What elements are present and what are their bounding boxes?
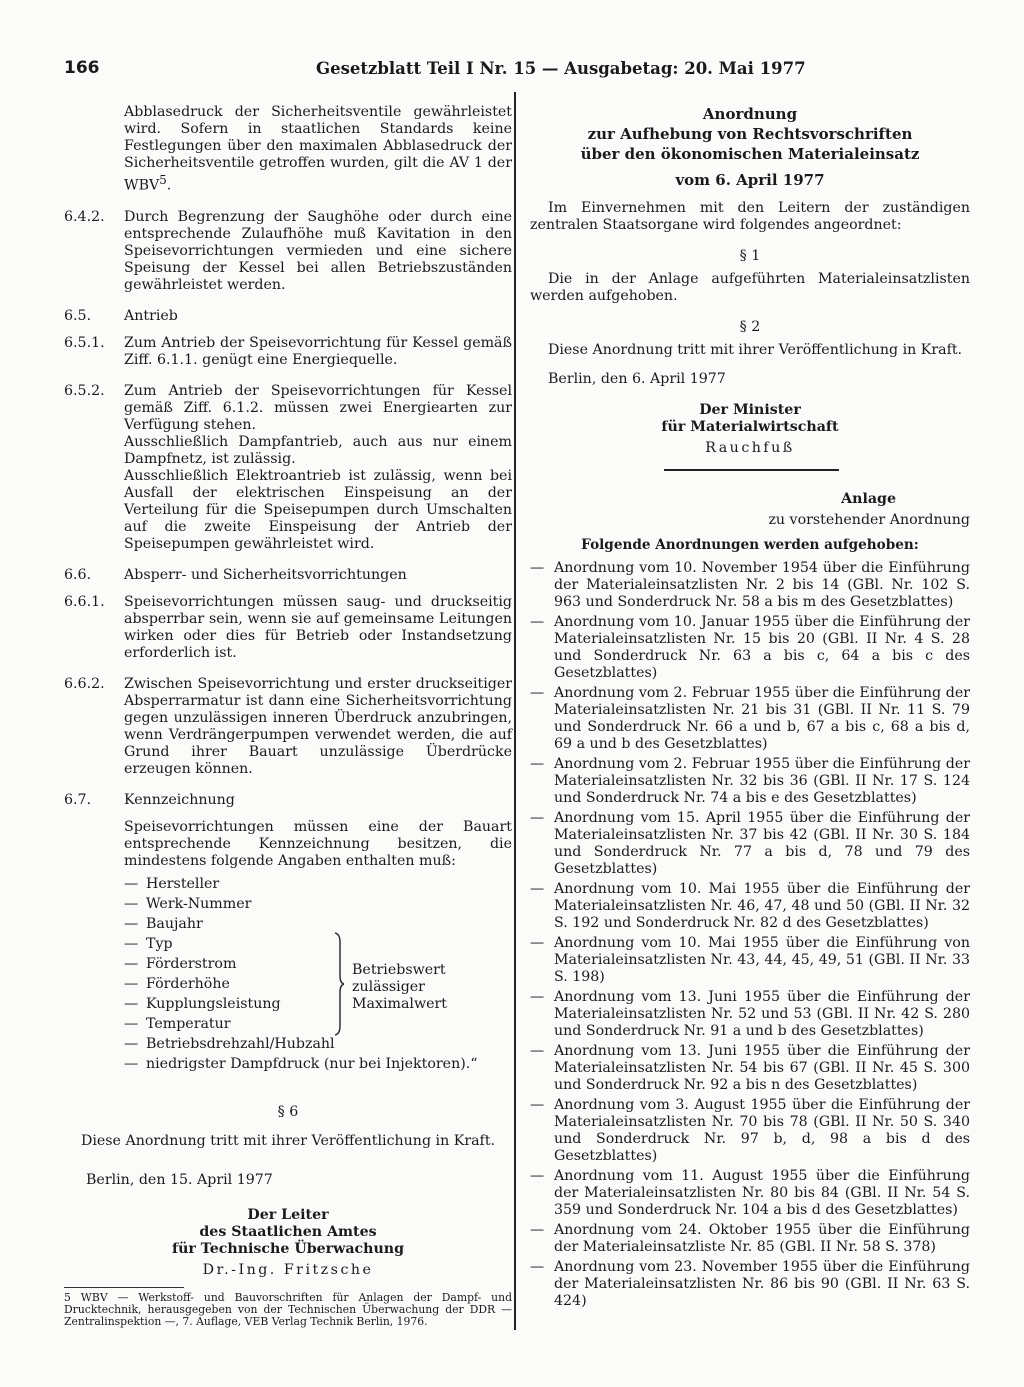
section-number: 6.6. [64, 566, 92, 583]
section-number: 6.5.2. [64, 382, 105, 399]
list-item-text: Hersteller [146, 875, 220, 892]
list-item [530, 685, 970, 753]
column-divider [514, 92, 516, 1330]
section-text: Zum Antrieb der Speisevorrichtungen für Kessel gemäß Ziff. 6.1.2. müssen zwei Energiearten zur Verfügung stehen. [124, 382, 512, 433]
list-item-text: Typ [146, 935, 173, 952]
list-item-text: Anordnung vom 10. November 1954 über die Einführung der Materialeinsatzlisten Nr. 2 bis 14 (GBl. Nr. 102 S. 963 und Sonderdruck Nr. 58 a bis m des Gesetzblattes) [554, 560, 970, 610]
list-heading: Folgende Anordnungen werden aufgehoben: [581, 537, 919, 553]
ordinance-title-2: zur Aufhebung von Rechtsvorschriften [587, 125, 913, 143]
section-number: 6.7. [64, 791, 92, 808]
paragraph-6-text: Diese Anordnung tritt mit ihrer Veröffentlichung in Kraft. [80, 1132, 496, 1149]
list-item-text: Betriebsdrehzahl/Hubzahl [146, 1035, 335, 1052]
dash-marker: — [530, 1043, 545, 1059]
dash-marker: — [530, 1259, 545, 1275]
place-date: Berlin, den 6. April 1977 [548, 371, 726, 387]
list-item-text: Förderhöhe [146, 975, 230, 992]
list-item [530, 1259, 970, 1310]
list-item-text: Anordnung vom 13. Juni 1955 über die Einführung der Materialeinsatzlisten Nr. 54 bis 67 (GBl. II Nr. 45 S. 300 und Sonderdruck Nr. 92 a bis n des Gesetzblattes) [554, 1043, 970, 1093]
section-heading: Kennzeichnung [124, 791, 235, 808]
intro-paragraph: Abblasedruck der Sicherheitsventile gewährleistet wird. Sofern in staatlichen Standards keine Festlegungen über den maximalen Abblasedruck der Sicherheitsventile getroffen wurden, gilt die AV 1 der WBV$^5$. [124, 104, 512, 194]
signature-name: Rauchfuß [705, 440, 795, 456]
place-date: Berlin, den 15. April 1977 [86, 1171, 273, 1188]
section-number: 6.5. [64, 307, 92, 324]
section-6-6 [64, 567, 512, 584]
dash-marker: — [124, 1015, 139, 1032]
list-item [530, 614, 970, 682]
list-item [530, 881, 970, 932]
section-text: Speisevorrichtungen müssen eine der Bauart entsprechende Kennzeichnung besitzen, die mindestens folgende Angaben enthalten muß: [124, 818, 512, 869]
section-6-5-2 [64, 383, 512, 553]
signature-title-1: Der Minister [699, 402, 801, 418]
list-item [124, 876, 512, 896]
list-item-text: Förderstrom [146, 955, 237, 972]
list-item-text: Anordnung vom 10. Mai 1955 über die Einführung von Materialeinsatzlisten Nr. 43, 44, 45, 49, 51 (GBl. II Nr. 33 S. 198) [554, 935, 970, 985]
dash-marker: — [124, 1055, 139, 1072]
list-item [530, 756, 970, 807]
signature-name: Dr.-Ing. Fritzsche [202, 1261, 374, 1278]
running-title: Gesetzblatt Teil I Nr. 15 — Ausgabetag: 20. Mai 1977 [316, 59, 806, 78]
section-6-7 [64, 792, 512, 809]
left-column [64, 104, 512, 1328]
dash-marker: — [530, 560, 545, 576]
dash-marker: — [530, 685, 545, 701]
footnote: 5 WBV — Werkstoff- und Bauvorschriften für Anlagen der Dampf- und Drucktechnik, herausgegeben von der Technischen Überwachung der DDR — Zentralinspektion —, 7. Auflage, VEB Verlag Technik Berlin, 1976. [64, 1290, 512, 1328]
section-text: Zum Antrieb der Speisevorrichtung für Kessel gemäß Ziff. 6.1.1. genügt eine Energiequelle. [124, 334, 512, 368]
list-item-text: niedrigster Dampfdruck (nur bei Injektoren).“ [146, 1055, 478, 1072]
dash-marker: — [530, 614, 545, 630]
dash-marker: — [124, 995, 139, 1012]
repealed-list [530, 560, 970, 1310]
list-item-text: Temperatur [146, 1015, 231, 1032]
section-6-5 [64, 308, 512, 325]
section-text: Speisevorrichtungen müssen saug- und druckseitig absperrbar sein, wenn sie auf gemeinsame Leitungen wirken oder dies für Betrieb oder Instandsetzung erforderlich ist. [124, 593, 512, 661]
list-item [530, 1043, 970, 1094]
list-item-text: Anordnung vom 11. August 1955 über die Einführung der Materialeinsatzlisten Nr. 80 bis 84 (GBl. II Nr. 54 S. 359 und Sonderdruck Nr. 104 a bis d des Gesetzblattes) [554, 1168, 970, 1218]
list-item-text: Anordnung vom 24. Oktober 1955 über die Einführung der Materialeinsatzliste Nr. 85 (GBl. II Nr. 58 S. 378) [554, 1222, 970, 1255]
dash-marker: — [530, 935, 545, 951]
signature-title-3: für Technische Überwachung [171, 1240, 405, 1257]
page-header [64, 60, 966, 82]
section-number: 6.4.2. [64, 208, 105, 225]
annex-subheading: zu vorstehender Anordnung [768, 512, 970, 528]
right-column [530, 104, 970, 1313]
dash-marker: — [124, 935, 139, 952]
brace-annotation [334, 932, 494, 1036]
signature-title-2: für Materialwirtschaft [661, 419, 839, 435]
dash-marker: — [124, 895, 139, 912]
list-item-text: Werk-Nummer [146, 895, 252, 912]
list-item-text: Anordnung vom 15. April 1955 über die Einführung der Materialeinsatzlisten Nr. 37 bis 42 (GBl. II Nr. 30 S. 184 und Sonderdruck Nr. 77 a bis d, 78 und 79 des Gesetzblattes) [554, 810, 970, 877]
dash-marker: — [124, 915, 139, 932]
ordinance-title-3: über den ökonomischen Materialeinsatz [580, 145, 920, 163]
paragraph-2-text: Diese Anordnung tritt mit ihrer Veröffentlichung in Kraft. [548, 342, 963, 358]
dash-marker: — [530, 1222, 545, 1238]
section-6-4-2 [64, 209, 512, 294]
ordinance-title-1: Anordnung [702, 105, 798, 123]
intro-text: Abblasedruck der Sicherheitsventile gewährleistet wird. Sofern in staatlichen Standards keine Festlegungen über den maximalen Abblasedruck der Sicherheitsventile getroffen wurden, gilt die AV 1 der WBV [124, 104, 512, 194]
list-item-text: Kupplungsleistung [146, 995, 281, 1012]
section-6-6-2 [64, 676, 512, 778]
section-6-5-1 [64, 335, 512, 369]
signature-title-2: des Staatlichen Amtes [199, 1223, 377, 1240]
section-text: Ausschließlich Elektroantrieb ist zulässig, wenn bei Ausfall der elektrischen Einspeisung an der Verteilung für die Speisepumpen durch Umschalten auf die zweite Einspeisung der Antrieb der Speisepumpen gewährleistet wird. [124, 467, 512, 552]
section-6-7-text [64, 819, 512, 870]
list-item-text: Anordnung vom 2. Februar 1955 über die Einführung der Materialeinsatzlisten Nr. 21 bis 31 (GBl. II Nr. 11 S. 79 und Sonderdruck Nr. 66 a und b, 67 a bis c, 68 a bis d, 69 a und b des Gesetzblattes) [554, 685, 970, 752]
section-number: 6.5.1. [64, 334, 105, 351]
dash-marker: — [530, 1097, 545, 1113]
brace-text: Betriebswert zulässiger Maximalwert [352, 962, 447, 1012]
list-item [530, 989, 970, 1040]
paragraph-2-heading: § 2 [739, 319, 761, 335]
list-item [530, 810, 970, 878]
dash-marker: — [124, 955, 139, 972]
signature-title-1: Der Leiter [247, 1206, 329, 1223]
paragraph-6-heading: § 6 [277, 1103, 299, 1120]
list-item-text: Baujahr [146, 915, 203, 932]
list-item-text: Anordnung vom 3. August 1955 über die Einführung der Materialeinsatzlisten Nr. 70 bis 78 (GBl. II Nr. 50 S. 340 und Sonderdruck Nr. 97 b, d, 98 a bis d des Gesetzblattes) [554, 1097, 970, 1164]
section-heading: Absperr- und Sicherheitsvorrichtungen [124, 566, 407, 583]
dash-marker: — [124, 975, 139, 992]
dash-marker: — [124, 1035, 139, 1052]
paragraph-1-heading: § 1 [739, 248, 761, 264]
footnote-ref: 5 [159, 173, 167, 187]
list-item-text: Anordnung vom 2. Februar 1955 über die Einführung der Materialeinsatzlisten Nr. 32 bis 36 (GBl. II Nr. 17 S. 124 und Sonderdruck Nr. 74 a bis e des Gesetzblattes) [554, 756, 970, 806]
ordinance-date: vom 6. April 1977 [675, 171, 825, 189]
brace-icon [334, 932, 344, 1036]
page-number: 166 [64, 58, 100, 78]
section-text: Durch Begrenzung der Saughöhe oder durch eine entsprechende Zulaufhöhe muß Kavitation in den Speisevorrichtungen vermieden und eine sichere Speisung der Kessel bei allen Betriebszuständen gewährleistet werden. [124, 208, 512, 293]
list-item-text: Anordnung vom 23. November 1955 über die Einführung der Materialeinsatzlisten Nr. 86 bis 90 (GBl. II Nr. 63 S. 424) [554, 1259, 970, 1309]
paragraph-1-text: Die in der Anlage aufgeführten Materialeinsatzlisten werden aufgehoben. [530, 271, 970, 304]
footnote-rule [64, 1287, 184, 1288]
preamble: Im Einvernehmen mit den Leitern der zuständigen zentralen Staatsorgane wird folgendes angeordnet: [530, 200, 970, 233]
list-item-text: Anordnung vom 10. Mai 1955 über die Einführung der Materialeinsatzlisten Nr. 46, 47, 48 und 50 (GBl. II Nr. 32 S. 192 und Sonderdruck Nr. 82 d des Gesetzblattes) [554, 881, 970, 931]
list-item [530, 935, 970, 986]
dash-marker: — [530, 810, 545, 826]
list-item [530, 1222, 970, 1256]
section-text: Zwischen Speisevorrichtung und erster druckseitiger Absperrarmatur ist dann eine Sicherheitsvorrichtung gegen unzulässigen inneren Überdruck anzubringen, wenn Verdrängerpumpen verwendet werden, die auf Grund ihrer Bauart unzulässige Überdrücke erzeugen können. [124, 675, 512, 777]
list-item [124, 1056, 512, 1076]
section-heading: Antrieb [124, 307, 178, 324]
list-item [124, 896, 512, 916]
section-6-6-1 [64, 594, 512, 662]
list-item-text: Anordnung vom 13. Juni 1955 über die Einführung der Materialeinsatzlisten Nr. 52 und 53 (GBl. II Nr. 42 S. 280 und Sonderdruck Nr. 91 a und b des Gesetzblattes) [554, 989, 970, 1039]
dash-marker: — [530, 881, 545, 897]
section-text: Ausschließlich Dampfantrieb, auch aus nur einem Dampfnetz, ist zulässig. [124, 433, 512, 467]
list-item [530, 560, 970, 611]
list-item [530, 1097, 970, 1165]
list-item [124, 1036, 512, 1056]
dash-marker: — [124, 875, 139, 892]
list-item-text: Anordnung vom 10. Januar 1955 über die Einführung der Materialeinsatzlisten Nr. 15 bis 20 (GBl. II Nr. 4 S. 28 und Sonderdruck Nr. 63 a bis c, 64 a bis c des Gesetzblattes) [554, 614, 970, 681]
dash-marker: — [530, 1168, 545, 1184]
section-number: 6.6.2. [64, 675, 105, 692]
dash-marker: — [530, 989, 545, 1005]
annex-heading: Anlage [841, 491, 896, 507]
dash-marker: — [530, 756, 545, 772]
section-number: 6.6.1. [64, 593, 105, 610]
list-item [530, 1168, 970, 1219]
